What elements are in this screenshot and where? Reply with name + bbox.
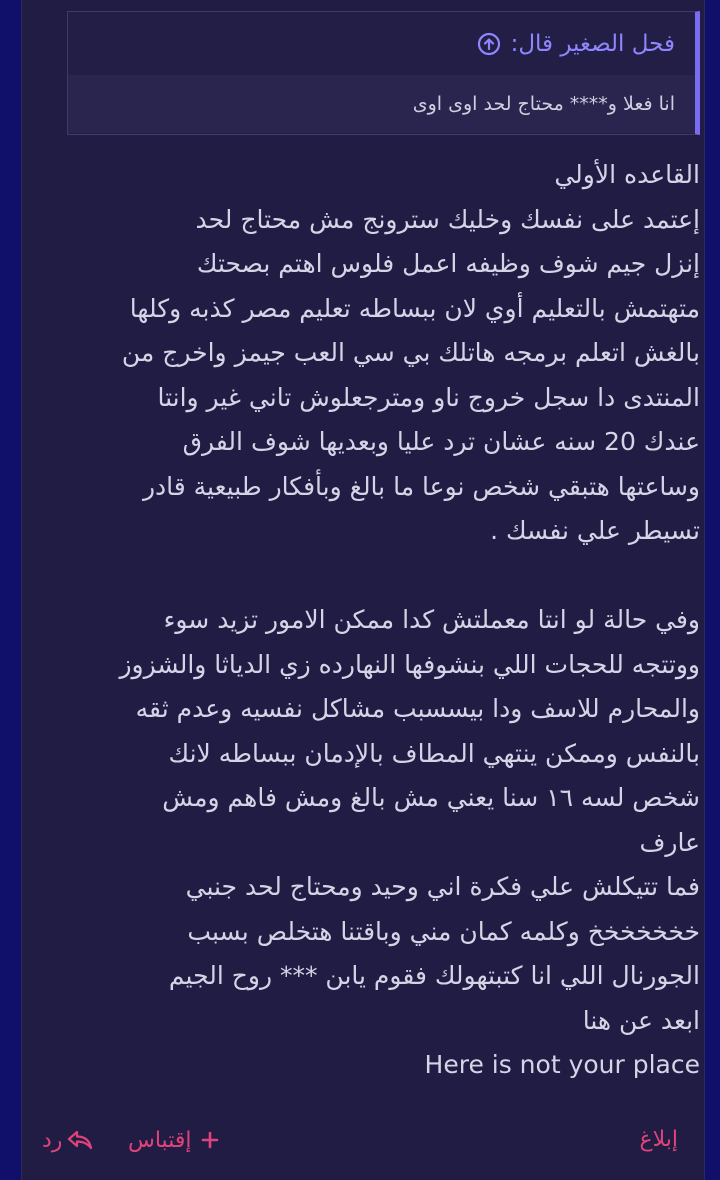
quote-author[interactable]: فحل الصغير قال: [510,30,675,57]
quote-text: انا فعلا و**** محتاج لحد اوى اوى [68,75,695,133]
post-english-line: Here is not your place [424,1050,700,1079]
post-actions [42,1120,678,1160]
post-body [58,153,700,1088]
report-link[interactable]: إبلاغ [639,1127,678,1152]
quote-header [68,12,695,75]
post-paragraph: وفي حالة لو انتا معملتش كدا ممكن الامور تزيد سوء ووتتجه للحجات اللي بنشوفها النهارده زي الدياثا والشزوز والمحارم للاسف ودا بيسسبب مشاكل نفسيه وعدم ثقه بالنفس وممكن ينتهي المطاف بالإدمان ببساطه لانك شخص لسه ١٦ سنا يعني مش بالغ ومش فاهم ومش عارف فما تتيكلش علي فكرة اني وحيد ومحتاج لحد جنبي خخخخخخخ وكلمه كمان مني وباقتنا هتخلص بسبب الجورنال اللي انا كتبتهولك فقوم يابن *** روح الجيم ابعد عن هنا [119,605,700,1035]
arrow-up-circle-icon[interactable] [477,32,501,56]
reply-label: رد [42,1127,63,1153]
quote-button[interactable] [128,1120,219,1160]
quote-action-label: إقتباس [128,1127,192,1153]
reply-icon [66,1128,94,1152]
post-card [21,0,705,1180]
reply-button[interactable] [42,1120,94,1160]
quoted-post [67,11,700,135]
post-paragraph: القاعده الأولي إعتمد على نفسك وخليك سترونج مش محتاج لحد إنزل جيم شوف وظيفه اعمل فلوس اهتم بصحتك متهتمش بالتعليم أوي لان ببساطه تعليم مصر كذبه وكلها بالغش اتعلم برمجه هاتلك بي سي العب جيمز واخرج من المنتدى دا سجل خروج ناو ومترجعلوش تاني غير وانتا عندك 20 سنه عشان ترد عليا وبعديها شوف الفرق وساعتها هتبقي شخص نوعا ما بالغ وبأفكار طبيعية قادر تسيطر علي نفسك . [121,160,700,545]
plus-icon [201,1131,219,1149]
